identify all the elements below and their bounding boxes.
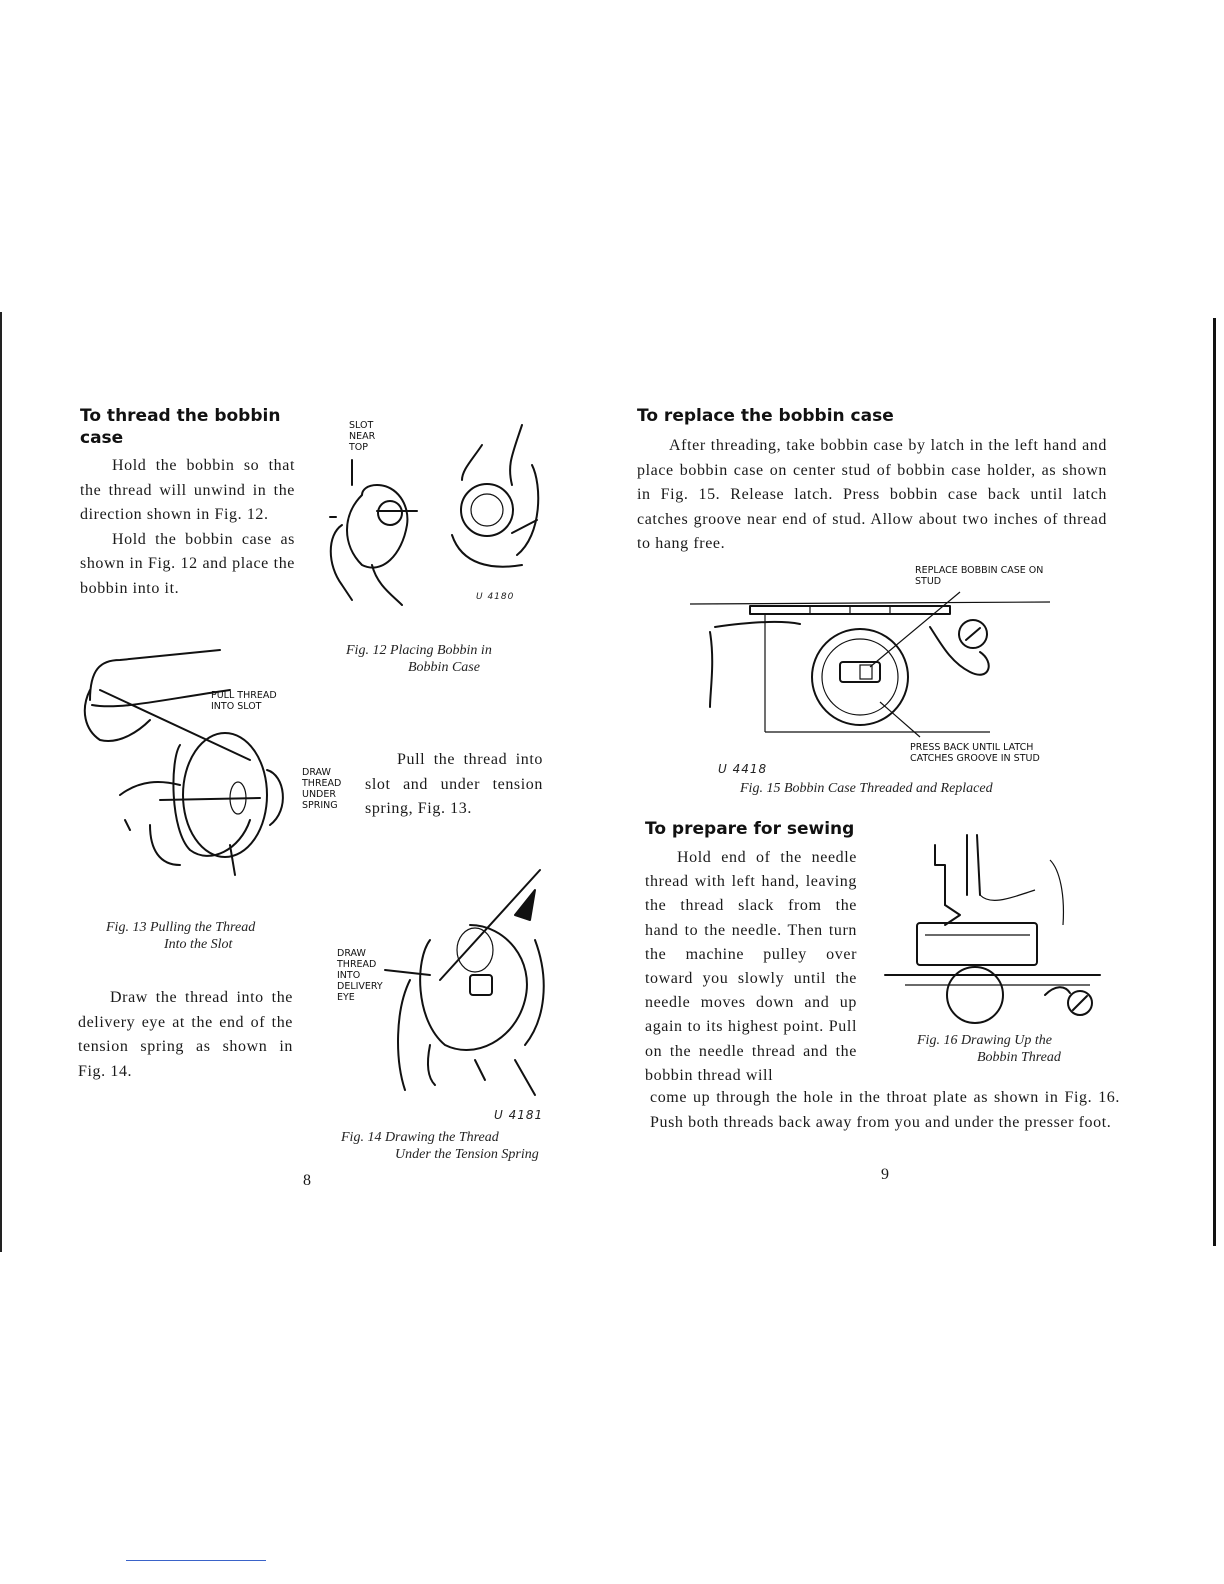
footer-underline: [126, 1560, 266, 1561]
heading-thread-bobbin-case: To thread the bobbin case: [80, 406, 281, 448]
label-slot-near-top: SLOT NEAR TOP: [349, 420, 376, 453]
caption-fig-14-line1: Fig. 14 Drawing the Thread: [341, 1130, 499, 1145]
page-edge-left: [0, 312, 2, 1252]
code-u4180: U 4180: [476, 592, 515, 602]
paragraph-pull-thread: [365, 748, 543, 822]
page-edge-right: [1213, 318, 1216, 1246]
caption-fig-13: [106, 919, 306, 953]
label-pull-thread-into-slot: PULL THREAD INTO SLOT: [211, 690, 277, 712]
paragraph-pull-thread-text: Pull the thread into slot and under tension spring, Fig. 13.: [365, 751, 543, 817]
caption-fig-12-line1: Fig. 12 Placing Bobbin in: [346, 643, 492, 658]
label-press-back-until-latch: PRESS BACK UNTIL LATCH CATCHES GROOVE IN STUD: [910, 742, 1040, 764]
figure-13-pulling-thread: [80, 650, 310, 885]
code-u4181: U 4181: [494, 1108, 544, 1122]
caption-fig-12: [346, 642, 556, 676]
paragraph-replace-bobbin-case: [637, 434, 1107, 557]
figure-12-placing-bobbin: [322, 425, 552, 615]
caption-fig-14: [341, 1129, 556, 1163]
paragraph-prepare-sewing-full-text: come up through the hole in the throat plate as shown in Fig. 16. Push both threads back away from you and under the presser foot.: [650, 1089, 1120, 1131]
paragraph-place-bobbin: Hold the bobbin case as shown in Fig. 12 and place the bobbin into it.: [80, 530, 295, 597]
caption-fig-16-line2: Bobbin Thread: [977, 1050, 1061, 1065]
paragraph-draw-thread-text: Draw the thread into the delivery eye at the end of the tension spring as shown in Fig. 14.: [78, 989, 293, 1080]
page-number-right: 9: [881, 1166, 889, 1183]
paragraph-prepare-sewing-column-text: Hold end of the needle thread with left hand, leaving the thread slack from the hand to the needle. Then turn the machine pulley over toward you slowly until the needle moves down and up again to its highest point. Pull on the needle thread and the bobbin thread will: [645, 849, 857, 1084]
caption-fig-16-line1: Fig. 16 Drawing Up the: [917, 1033, 1052, 1048]
caption-fig-13-line1: Fig. 13 Pulling the Thread: [106, 920, 256, 935]
figure-15-bobbin-case-replaced: [690, 592, 1070, 752]
page-number-left: 8: [303, 1172, 311, 1189]
caption-fig-12-line2: Bobbin Case: [408, 660, 480, 675]
paragraph-prepare-sewing-full: [650, 1086, 1120, 1135]
paragraph-prepare-sewing-column: [645, 846, 857, 1088]
heading-replace-bobbin-case: To replace the bobbin case: [637, 406, 894, 426]
heading-prepare-for-sewing: To prepare for sewing: [645, 819, 855, 839]
caption-fig-16: [917, 1032, 1087, 1066]
paragraph-replace-bobbin-case-text: After threading, take bobbin case by latch in the left hand and place bobbin case on center stud of bobbin case holder, as shown in Fig. 15. Release latch. Press bobbin case back until latch catches groove near end of stud. Allow about two inches of thread to hang free.: [637, 437, 1107, 552]
figure-14-drawing-thread: [385, 870, 555, 1100]
paragraph-unwind: Hold the bobbin so that the thread will unwind in the direction shown in Fig. 12.: [80, 457, 295, 523]
code-u4418: U 4418: [718, 762, 768, 776]
figure-16-drawing-up-bobbin-thread: [885, 835, 1105, 1020]
caption-fig-14-line2: Under the Tension Spring: [395, 1147, 539, 1162]
caption-fig-15: Fig. 15 Bobbin Case Threaded and Replaced: [740, 781, 993, 796]
label-draw-thread-under-spring: DRAW THREAD UNDER SPRING: [302, 767, 342, 811]
label-draw-thread-into-delivery-eye: DRAW THREAD INTO DELIVERY EYE: [337, 948, 383, 1003]
label-replace-bobbin-case-on-stud: REPLACE BOBBIN CASE ON STUD: [915, 565, 1044, 587]
paragraph-draw-thread: [78, 986, 293, 1084]
text-bobbin-instructions: [80, 454, 295, 601]
caption-fig-13-line2: Into the Slot: [164, 937, 233, 952]
